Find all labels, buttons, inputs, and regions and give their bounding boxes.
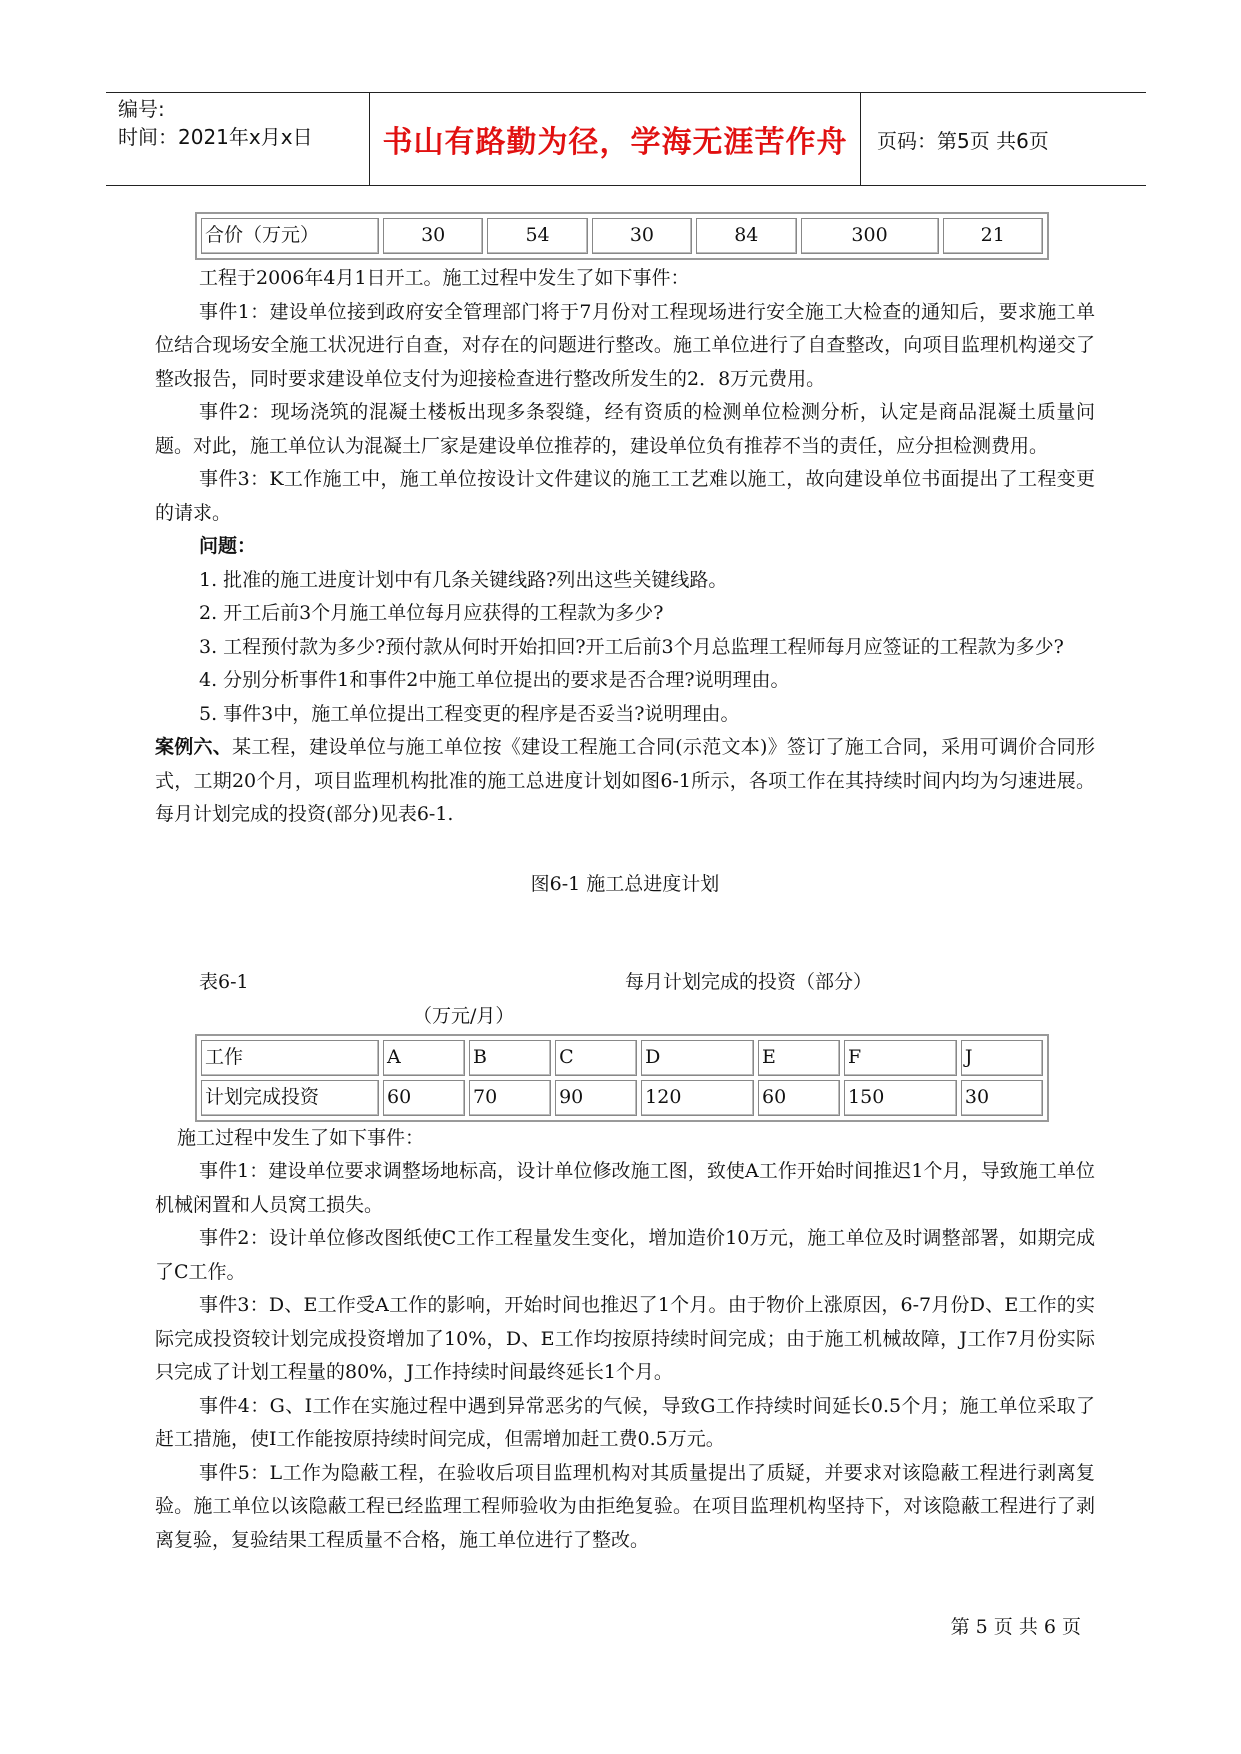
table-row: [201, 1040, 1043, 1076]
paragraph: 事件2：现场浇筑的混凝土楼板出现多条裂缝，经有资质的检测单位检测分析，认定是商品混凝土质量问题。对此，施工单位认为混凝土厂家是建设单位推荐的，建设单位负有推荐不当的责任，应分担检测费用。: [155, 401, 1095, 457]
paragraph: 事件2：设计单位修改图纸使C工作工程量发生变化，增加造价10万元，施工单位及时调整部署，如期完成了C工作。: [155, 1227, 1095, 1283]
table-cell: E: [758, 1040, 840, 1076]
table-title: 每月计划完成的投资（部分）: [625, 970, 873, 993]
paragraph: 事件1：建设单位要求调整场地标高，设计单位修改施工图，致使A工作开始时间推迟1个月，导致施工单位机械闲置和人员窝工损失。: [155, 1160, 1095, 1216]
question-item: 4. 分别分析事件1和事件2中施工单位提出的要求是否合理?说明理由。: [199, 669, 790, 691]
table-cell: 70: [469, 1080, 551, 1116]
table-cell: D: [641, 1040, 754, 1076]
table-cell: J: [961, 1040, 1043, 1076]
price-table: [195, 212, 1049, 260]
table-cell: 60: [383, 1080, 465, 1116]
figure-placeholder: [155, 902, 1095, 966]
paragraph: 事件3：D、E工作受A工作的影响，开始时间也推迟了1个月。由于物价上涨原因，6-7月份D、E工作的实际完成投资较计划完成投资增加了10%，D、E工作均按原持续时间完成；由于施工机械故障，J工作7月份实际只完成了计划工程量的80%，J工作持续时间最终延长1个月。: [155, 1294, 1095, 1383]
paragraph: 工程于2006年4月1日开工。施工过程中发生了如下事件：: [199, 267, 690, 289]
table-cell: C: [555, 1040, 637, 1076]
case-six-title: 案例六、: [155, 736, 233, 758]
question-item: 5. 事件3中，施工单位提出工程变更的程序是否妥当?说明理由。: [199, 702, 740, 725]
paragraph: 施工过程中发生了如下事件：: [177, 1126, 425, 1149]
table-cell: 150: [844, 1080, 957, 1116]
questions-heading: 问题：: [199, 535, 257, 557]
table-caption-row: [155, 966, 1095, 1000]
motto: 书山有路勤为径，学海无涯苦作舟: [370, 93, 861, 185]
question-item: 3. 工程预付款为多少?预付款从何时开始扣回?开工后前3个月总监理工程师每月应签证的工程款为多少?: [199, 635, 1064, 658]
number-label: 编号:: [118, 97, 165, 121]
table-unit: （万元/月）: [413, 1004, 515, 1027]
table-cell: 合价（万元）: [201, 218, 379, 254]
page-header: [106, 92, 1146, 186]
table-cell: A: [383, 1040, 465, 1076]
table-cell: 30: [961, 1080, 1043, 1116]
case-six-text: 某工程，建设单位与施工单位按《建设工程施工合同(示范文本)》签订了施工合同，采用可调价合同形式，工期20个月，项目监理机构批准的施工总进度计划如图6-1所示，各项工作在其持续时间内均为匀速进展。每月计划完成的投资(部分)见表6-1.: [155, 736, 1095, 825]
table-cell: 计划完成投资: [201, 1080, 379, 1116]
table-cell: B: [469, 1040, 551, 1076]
table-cell: 90: [555, 1080, 637, 1116]
paragraph: 事件3：K工作施工中，施工单位按设计文件建议的施工工艺难以施工，故向建设单位书面提出了工程变更的请求。: [155, 468, 1095, 524]
figure-caption: 图6-1 施工总进度计划: [530, 872, 720, 895]
table-cell: 工作: [201, 1040, 379, 1076]
table-cell: 30: [383, 218, 483, 254]
paragraph: 事件5：L工作为隐蔽工程，在验收后项目监理机构对其质量提出了质疑，并要求对该隐蔽工程进行剥离复验。施工单位以该隐蔽工程已经监理工程师验收为由拒绝复验。在项目监理机构坚持下，对该隐蔽工程进行了剥离复验，复验结果工程质量不合格，施工单位进行了整改。: [155, 1461, 1095, 1551]
table-cell: 30: [592, 218, 692, 254]
table-row: [201, 1080, 1043, 1116]
case-six-paragraph: [155, 731, 1095, 832]
document-body: [155, 212, 1095, 1557]
table-cell: 60: [758, 1080, 840, 1116]
paragraph: 事件1：建设单位接到政府安全管理部门将于7月份对工程现场进行安全施工大检查的通知后，要求施工单位结合现场安全施工状况进行自查，对存在的问题进行整改。施工单位进行了自查整改，向项目监理机构递交了整改报告，同时要求建设单位支付为迎接检查进行整改所发生的2．8万元费用。: [155, 300, 1095, 390]
page-footer: 第 5 页 共 6 页: [950, 1616, 1081, 1638]
table-row: [201, 218, 1043, 254]
paragraph: 事件4：G、I工作在实施过程中遇到异常恶劣的气候，导致G工作持续时间延长0.5个月；施工单位采取了赶工措施，使I工作能按原持续时间完成，但需增加赶工费0.5万元。: [155, 1394, 1095, 1450]
question-item: 2. 开工后前3个月施工单位每月应获得的工程款为多少?: [199, 602, 664, 624]
table-cell: 54: [487, 218, 587, 254]
table-label: 表6-1: [199, 970, 249, 993]
table-cell: 84: [696, 218, 796, 254]
table-cell: F: [844, 1040, 957, 1076]
time-label: 时间：2021年x月x日: [118, 125, 313, 149]
table-cell: 120: [641, 1080, 754, 1116]
question-item: 1. 批准的施工进度计划中有几条关键线路?列出这些关键线路。: [199, 568, 728, 591]
page-number-label: 页码：第5页 共6页: [877, 128, 1049, 153]
table-cell: 300: [801, 218, 939, 254]
table-cell: 21: [943, 218, 1043, 254]
investment-table: [195, 1034, 1049, 1122]
header-meta: [106, 93, 370, 185]
